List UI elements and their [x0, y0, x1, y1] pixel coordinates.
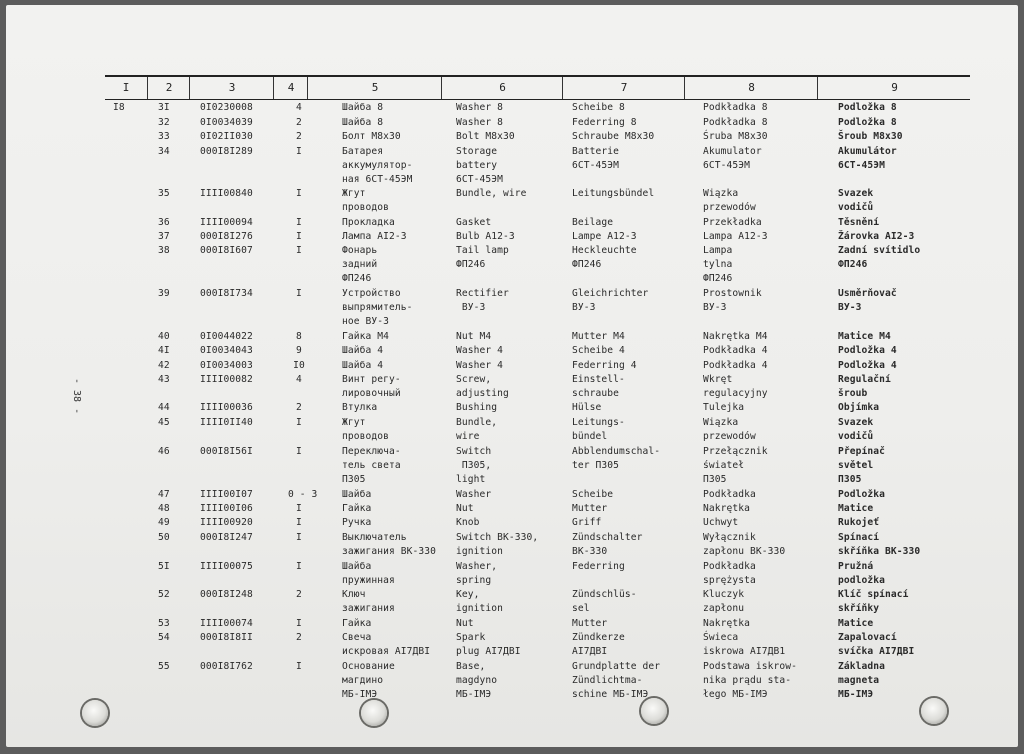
- row-33-col-3: 0I02II030: [200, 131, 253, 142]
- row-42-col-8: Podkładka 4: [703, 360, 768, 371]
- row-33-col-9: Šroub M8x30: [838, 131, 903, 142]
- binder-hole-icon: [921, 698, 947, 724]
- row-5I-col-3: IIII00075: [200, 561, 253, 572]
- row-52-col-5: Ключ зажигания: [342, 589, 395, 615]
- header-col-9: 9: [817, 77, 971, 99]
- row-48-col-3: IIII00I06: [200, 503, 253, 514]
- row-5I-col-8: Podkładka sprężysta: [703, 561, 756, 587]
- row-4I-col-3: 0I0034043: [200, 345, 253, 356]
- row-53-col-6: Nut: [456, 618, 474, 629]
- row-35-col-8: Wiązka przewodów: [703, 188, 756, 214]
- row-55-col-6: Base, magdyno МБ-IМЭ: [456, 661, 498, 701]
- row-40-col-6: Nut M4: [456, 331, 492, 342]
- row-46-col-6: Switch П305, light: [456, 446, 492, 486]
- row-48-col-2: 48: [158, 503, 170, 514]
- row-48-col-9: Matice: [838, 503, 874, 514]
- row-53-col-4: I: [296, 618, 302, 629]
- row-43-col-3: IIII00082: [200, 374, 253, 385]
- row-49-col-4: I: [296, 517, 302, 528]
- row-36-col-8: Przekładka: [703, 217, 762, 228]
- row-33-col-7: Schraube M8x30: [572, 131, 655, 142]
- row-45-col-9: Svazek vodičů: [838, 417, 874, 443]
- row-50-col-7: Zündschalter ВК-330: [572, 532, 643, 558]
- row-39-col-9: Usměrňovač ВУ-3: [838, 288, 897, 314]
- row-32-col-9: Podložka 8: [838, 117, 897, 128]
- row-4I-col-4: 9: [296, 345, 302, 356]
- row-44-col-2: 44: [158, 402, 170, 413]
- row-53-col-5: Гайка: [342, 618, 372, 629]
- row-3I-col-2: 3I: [158, 102, 170, 113]
- row-4I-col-9: Podložka 4: [838, 345, 897, 356]
- row-32-col-8: Podkładka 8: [703, 117, 768, 128]
- row-55-col-9: Základna magneta МБ-IМЭ: [838, 661, 886, 701]
- row-50-col-2: 50: [158, 532, 170, 543]
- row-46-col-8: Przełącznik świateł П305: [703, 446, 768, 486]
- row-38-col-2: 38: [158, 245, 170, 256]
- row-54-col-6: Spark plug AI7ДВI: [456, 632, 521, 658]
- row-43-col-2: 43: [158, 374, 170, 385]
- row-47-col-4: 0 - 3: [288, 489, 318, 500]
- row-54-col-7: Zündkerze АI7ДВI: [572, 632, 625, 658]
- binder-hole-icon: [641, 698, 667, 724]
- row-36-col-9: Těsnění: [838, 217, 880, 228]
- row-39-col-7: Gleichrichter ВУ-3: [572, 288, 649, 314]
- row-38-col-5: Фонарь задний ФП246: [342, 245, 378, 285]
- row-45-col-6: Bundle, wire: [456, 417, 498, 443]
- row-44-col-9: Objímka: [838, 402, 880, 413]
- row-35-col-9: Svazek vodičů: [838, 188, 874, 214]
- page-number: - 38 -: [71, 378, 82, 415]
- row-54-col-4: 2: [296, 632, 302, 643]
- row-35-col-7: Leitungsbündel: [572, 188, 655, 199]
- row-46-col-5: Переключа- тель света П305: [342, 446, 401, 486]
- row-39-col-2: 39: [158, 288, 170, 299]
- row-4I-col-6: Washer 4: [456, 345, 504, 356]
- row-54-col-8: Świeca iskrowa AI7ДВ1: [703, 632, 786, 658]
- row-3I-col-9: Podložka 8: [838, 102, 897, 113]
- binder-hole-icon: [361, 700, 387, 726]
- row-36-col-3: IIII00094: [200, 217, 253, 228]
- row-36-col-2: 36: [158, 217, 170, 228]
- row-43-col-5: Винт регу- лировочный: [342, 374, 401, 400]
- row-34-col-9: Akumulátor 6СТ-45ЭМ: [838, 146, 897, 172]
- row-49-col-9: Rukojeť: [838, 517, 880, 528]
- row-42-col-5: Шайба 4: [342, 360, 384, 371]
- row-5I-col-4: I: [296, 561, 302, 572]
- row-4I-col-5: Шайба 4: [342, 345, 384, 356]
- row-47-col-5: Шайба: [342, 489, 372, 500]
- header-col-5: 5: [307, 77, 442, 99]
- row-5I-col-7: Federring: [572, 561, 625, 572]
- row-47-col-9: Podložka: [838, 489, 886, 500]
- row-38-col-8: Lampa tylna ФП246: [703, 245, 733, 285]
- row-32-col-3: 0I0034039: [200, 117, 253, 128]
- binder-hole-icon: [82, 700, 108, 726]
- row-46-col-9: Přepínač světel П305: [838, 446, 886, 486]
- row-45-col-5: Жгут проводов: [342, 417, 390, 443]
- row-40-col-4: 8: [296, 331, 302, 342]
- row-50-col-5: Выключатель зажигания ВК-330: [342, 532, 437, 558]
- row-52-col-3: 000I8I248: [200, 589, 253, 600]
- row-5I-col-6: Washer, spring: [456, 561, 498, 587]
- row-36-col-7: Beilage: [572, 217, 614, 228]
- row-49-col-2: 49: [158, 517, 170, 528]
- row-33-col-2: 33: [158, 131, 170, 142]
- row-55-col-2: 55: [158, 661, 170, 672]
- header-col-3: 3: [189, 77, 274, 99]
- row-49-col-6: Knob: [456, 517, 480, 528]
- row-52-col-9: Klíč spínací skříňky: [838, 589, 909, 615]
- row-42-col-6: Washer 4: [456, 360, 504, 371]
- row-37-col-8: Lampa A12-3: [703, 231, 768, 242]
- row-54-col-5: Свеча искровая АI7ДВI: [342, 632, 431, 658]
- row-49-col-7: Griff: [572, 517, 602, 528]
- row-34-col-8: Akumulator 6СТ-45ЭМ: [703, 146, 762, 172]
- row-42-col-7: Federring 4: [572, 360, 637, 371]
- row-49-col-3: IIII00920: [200, 517, 253, 528]
- row-5I-col-5: Шайба пружинная: [342, 561, 395, 587]
- row-38-col-9: Zadní svítidlo ФП246: [838, 245, 921, 271]
- row-47-col-6: Washer: [456, 489, 492, 500]
- row-45-col-2: 45: [158, 417, 170, 428]
- row-52-col-4: 2: [296, 589, 302, 600]
- row-33-col-4: 2: [296, 131, 302, 142]
- row-45-col-4: I: [296, 417, 302, 428]
- row-49-col-5: Ручка: [342, 517, 372, 528]
- row-48-col-8: Nakrętka: [703, 503, 751, 514]
- row-39-col-3: 000I8I734: [200, 288, 253, 299]
- row-55-col-5: Основание магдино МБ-IМЭ: [342, 661, 395, 701]
- row-52-col-8: Kluczyk zapłonu: [703, 589, 745, 615]
- row-40-col-2: 40: [158, 331, 170, 342]
- row-48-col-6: Nut: [456, 503, 474, 514]
- row-34-col-3: 000I8I289: [200, 146, 253, 157]
- row-36-col-6: Gasket: [456, 217, 492, 228]
- row-55-col-7: Grundplatte der Zündlichtma- schine МБ-IМЭ: [572, 661, 661, 701]
- row-35-col-6: Bundle, wire: [456, 188, 527, 199]
- row-3I-col-6: Washer 8: [456, 102, 504, 113]
- row-33-col-5: Болт М8х30: [342, 131, 401, 142]
- row-42-col-2: 42: [158, 360, 170, 371]
- header-col-1: I: [122, 81, 130, 94]
- row-44-col-4: 2: [296, 402, 302, 413]
- row-35-col-4: I: [296, 188, 302, 199]
- header-col-7: 7: [562, 77, 685, 99]
- row-38-col-7: Heckleuchte ФП246: [572, 245, 637, 271]
- row-46-col-2: 46: [158, 446, 170, 457]
- row-44-col-6: Bushing: [456, 402, 498, 413]
- row-3I-col-1: I8: [113, 102, 125, 113]
- row-37-col-9: Žárovka AI2-3: [838, 231, 915, 242]
- row-39-col-4: I: [296, 288, 302, 299]
- row-40-col-9: Matice M4: [838, 331, 891, 342]
- row-54-col-2: 54: [158, 632, 170, 643]
- row-5I-col-9: Pružná podložka: [838, 561, 886, 587]
- row-43-col-4: 4: [296, 374, 302, 385]
- row-3I-col-7: Scheibe 8: [572, 102, 625, 113]
- header-col-8: 8: [684, 77, 818, 99]
- row-4I-col-7: Scheibe 4: [572, 345, 625, 356]
- row-50-col-9: Spínací skříňka ВК-330: [838, 532, 921, 558]
- row-32-col-5: Шайба 8: [342, 117, 384, 128]
- row-48-col-4: I: [296, 503, 302, 514]
- row-52-col-6: Key, ignition: [456, 589, 504, 615]
- row-34-col-7: Batterie 6СТ-45ЭМ: [572, 146, 620, 172]
- row-50-col-4: I: [296, 532, 302, 543]
- row-54-col-9: Zapalovací svíčka AI7ДВI: [838, 632, 915, 658]
- row-49-col-8: Uchwyt: [703, 517, 739, 528]
- row-43-col-8: Wkręt regulacyjny: [703, 374, 768, 400]
- row-40-col-5: Гайка М4: [342, 331, 390, 342]
- row-50-col-8: Wyłącznik zapłonu ВК-330: [703, 532, 786, 558]
- row-53-col-2: 53: [158, 618, 170, 629]
- row-5I-col-2: 5I: [158, 561, 170, 572]
- row-42-col-4: I0: [293, 360, 305, 371]
- row-36-col-4: I: [296, 217, 302, 228]
- row-34-col-6: Storage battery 6СТ-45ЭМ: [456, 146, 504, 186]
- row-3I-col-8: Podkładka 8: [703, 102, 768, 113]
- row-37-col-6: Bulb A12-3: [456, 231, 515, 242]
- row-50-col-3: 000I8I247: [200, 532, 253, 543]
- row-40-col-8: Nakrętka M4: [703, 331, 768, 342]
- row-32-col-4: 2: [296, 117, 302, 128]
- row-34-col-2: 34: [158, 146, 170, 157]
- row-32-col-6: Washer 8: [456, 117, 504, 128]
- row-33-col-6: Bolt M8x30: [456, 131, 515, 142]
- row-34-col-5: Батарея аккумулятор- ная 6СТ-45ЭМ: [342, 146, 413, 186]
- row-3I-col-4: 4: [296, 102, 302, 113]
- row-38-col-4: I: [296, 245, 302, 256]
- row-40-col-7: Mutter M4: [572, 331, 625, 342]
- row-35-col-2: 35: [158, 188, 170, 199]
- row-45-col-7: Leitungs- bündel: [572, 417, 625, 443]
- header-col-4: 4: [273, 77, 308, 99]
- row-48-col-7: Mutter: [572, 503, 608, 514]
- row-38-col-6: Tail lamp ФП246: [456, 245, 509, 271]
- row-43-col-6: Screw, adjusting: [456, 374, 509, 400]
- row-44-col-3: IIII00036: [200, 402, 253, 413]
- row-37-col-4: I: [296, 231, 302, 242]
- row-44-col-5: Втулка: [342, 402, 378, 413]
- row-42-col-3: 0I0034003: [200, 360, 253, 371]
- row-37-col-3: 000I8I276: [200, 231, 253, 242]
- row-50-col-6: Switch ВК-330, ignition: [456, 532, 539, 558]
- row-44-col-7: Hülse: [572, 402, 602, 413]
- row-47-col-7: Scheibe: [572, 489, 614, 500]
- row-47-col-3: IIII00I07: [200, 489, 253, 500]
- row-35-col-5: Жгут проводов: [342, 188, 390, 214]
- table-header: [105, 75, 970, 100]
- row-55-col-8: Podstawa iskrow- nika prądu sta- łego МБ-IМЭ: [703, 661, 798, 701]
- row-47-col-2: 47: [158, 489, 170, 500]
- row-38-col-3: 000I8I607: [200, 245, 253, 256]
- row-53-col-8: Nakrętka: [703, 618, 751, 629]
- row-53-col-3: IIII00074: [200, 618, 253, 629]
- row-4I-col-2: 4I: [158, 345, 170, 356]
- row-55-col-4: I: [296, 661, 302, 672]
- row-42-col-9: Podložka 4: [838, 360, 897, 371]
- row-36-col-5: Прокладка: [342, 217, 395, 228]
- row-3I-col-5: Шайба 8: [342, 102, 384, 113]
- row-43-col-9: Regulační šroub: [838, 374, 891, 400]
- row-46-col-7: Abblendumschal- ter П305: [572, 446, 661, 472]
- row-32-col-7: Federring 8: [572, 117, 637, 128]
- row-4I-col-8: Podkładka 4: [703, 345, 768, 356]
- row-46-col-3: 000I8I56I: [200, 446, 253, 457]
- row-33-col-8: Śruba M8x30: [703, 131, 768, 142]
- row-37-col-2: 37: [158, 231, 170, 242]
- row-34-col-4: I: [296, 146, 302, 157]
- row-52-col-2: 52: [158, 589, 170, 600]
- row-52-col-7: Zündschlüs- sel: [572, 589, 637, 615]
- row-43-col-7: Einstell- schraube: [572, 374, 625, 400]
- row-39-col-8: Prostownik ВУ-3: [703, 288, 762, 314]
- header-col-2: 2: [147, 77, 190, 99]
- row-37-col-7: Lampe A12-3: [572, 231, 637, 242]
- row-32-col-2: 32: [158, 117, 170, 128]
- row-44-col-8: Tulejka: [703, 402, 745, 413]
- row-39-col-6: Rectifier ВУ-3: [456, 288, 509, 314]
- row-3I-col-3: 0I0230008: [200, 102, 253, 113]
- row-53-col-7: Mutter: [572, 618, 608, 629]
- row-45-col-3: IIII0II40: [200, 417, 253, 428]
- row-55-col-3: 000I8I762: [200, 661, 253, 672]
- row-40-col-3: 0I0044022: [200, 331, 253, 342]
- row-54-col-3: 000I8I8II: [200, 632, 253, 643]
- row-45-col-8: Wiązka przewodów: [703, 417, 756, 443]
- row-46-col-4: I: [296, 446, 302, 457]
- row-35-col-3: IIII00840: [200, 188, 253, 199]
- row-39-col-5: Устройство выпрямитель- ное ВУ-3: [342, 288, 413, 328]
- row-53-col-9: Matice: [838, 618, 874, 629]
- row-37-col-5: Лампа АI2-3: [342, 231, 407, 242]
- header-col-6: 6: [441, 77, 563, 99]
- row-47-col-8: Podkładka: [703, 489, 756, 500]
- row-48-col-5: Гайка: [342, 503, 372, 514]
